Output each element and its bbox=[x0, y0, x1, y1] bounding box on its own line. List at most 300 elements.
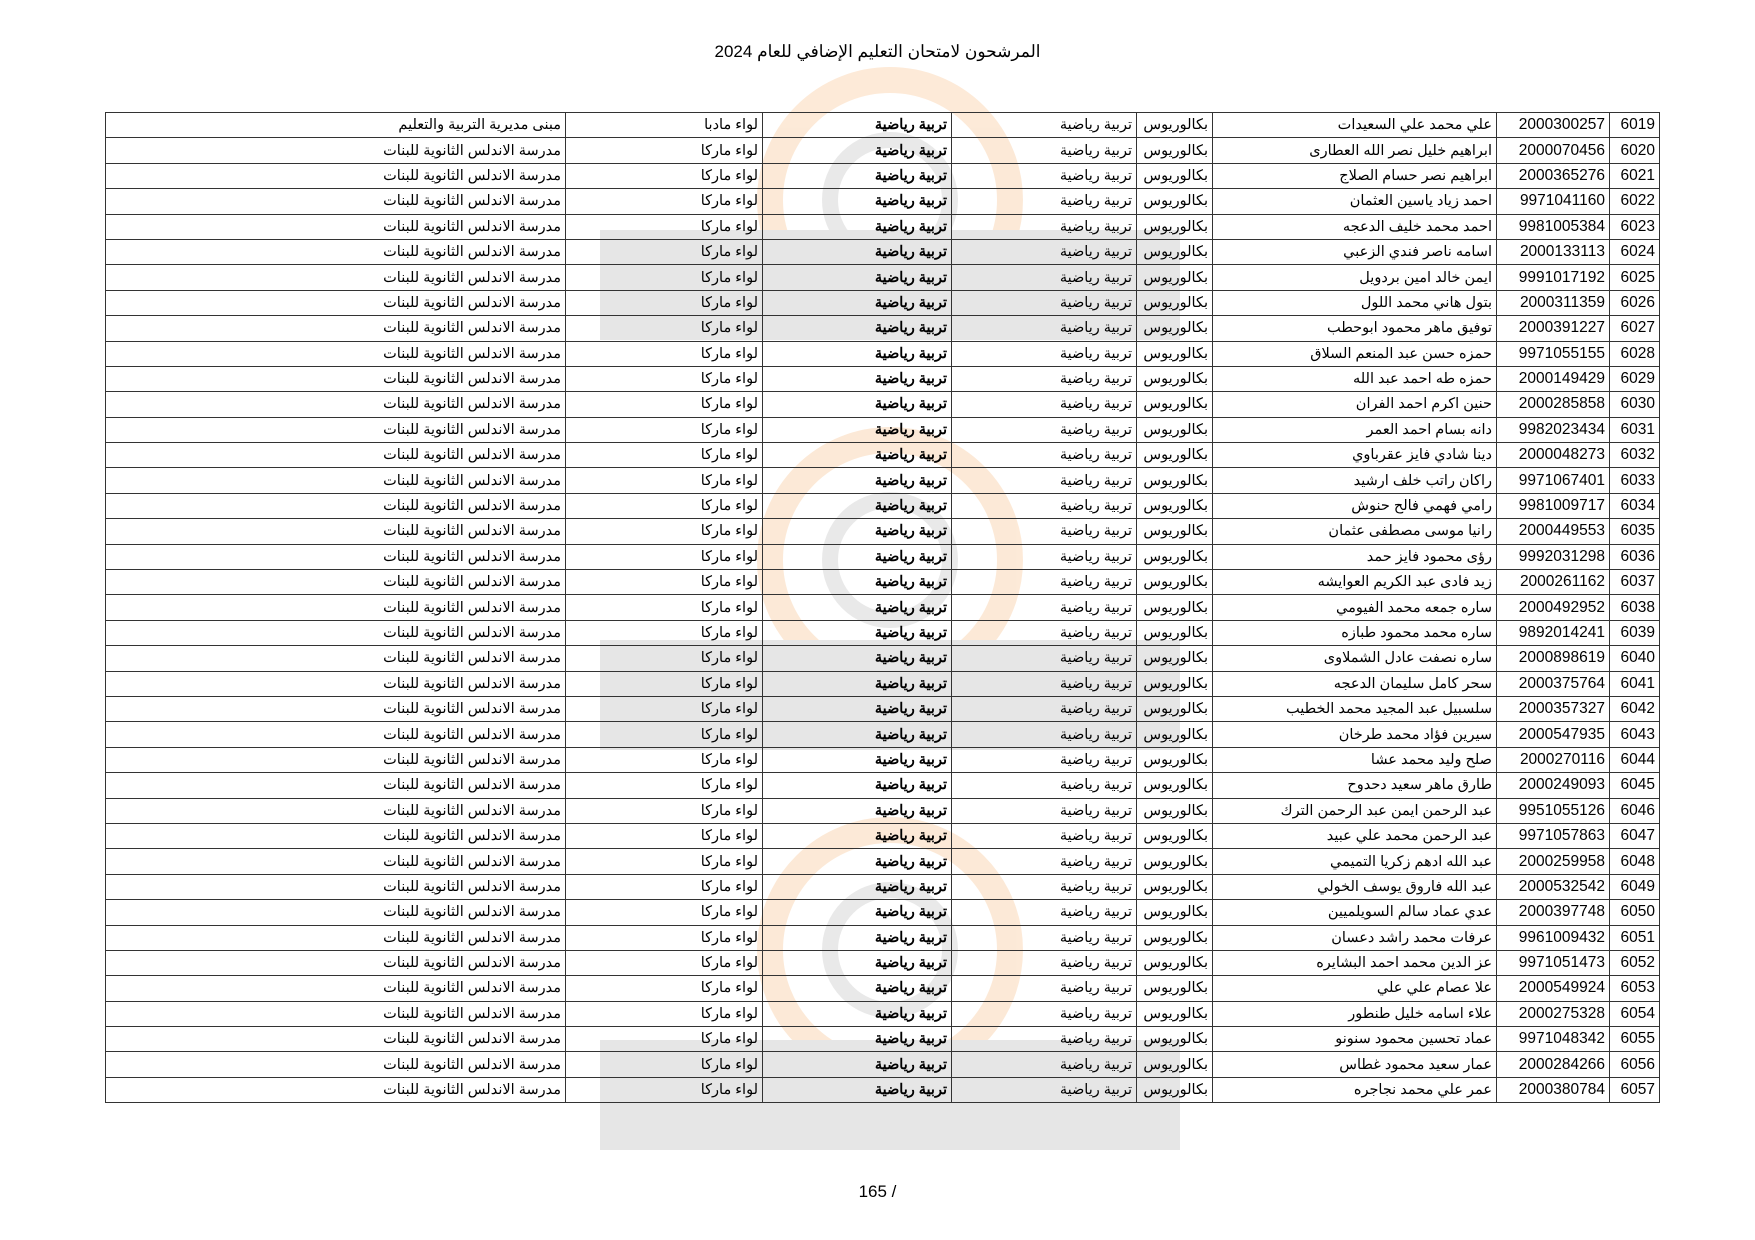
degree-cell: بكالوريوس bbox=[1137, 773, 1213, 798]
national-id-cell: 2000275328 bbox=[1497, 1001, 1610, 1026]
seq-cell: 6055 bbox=[1610, 1027, 1660, 1052]
exam-center-cell: مدرسة الاندلس الثانوية للبنات bbox=[106, 620, 566, 645]
exam-center-cell: مدرسة الاندلس الثانوية للبنات bbox=[106, 493, 566, 518]
seq-cell: 6057 bbox=[1610, 1077, 1660, 1102]
major-cell: تربية رياضية bbox=[952, 544, 1137, 569]
seq-cell: 6025 bbox=[1610, 265, 1660, 290]
national-id-cell: 2000249093 bbox=[1497, 773, 1610, 798]
seq-cell: 6046 bbox=[1610, 798, 1660, 823]
seq-cell: 6023 bbox=[1610, 214, 1660, 239]
seq-cell: 6052 bbox=[1610, 950, 1660, 975]
table-row bbox=[106, 671, 1660, 696]
specialization-cell: تربية رياضية bbox=[763, 570, 952, 595]
name-cell: علاء اسامه خليل طنطور bbox=[1213, 1001, 1497, 1026]
seq-cell: 6034 bbox=[1610, 493, 1660, 518]
specialization-cell: تربية رياضية bbox=[763, 138, 952, 163]
name-cell: احمد محمد خليف الدعجه bbox=[1213, 214, 1497, 239]
national-id-cell: 2000365276 bbox=[1497, 163, 1610, 188]
national-id-cell: 2000284266 bbox=[1497, 1052, 1610, 1077]
specialization-cell: تربية رياضية bbox=[763, 265, 952, 290]
major-cell: تربية رياضية bbox=[952, 950, 1137, 975]
degree-cell: بكالوريوس bbox=[1137, 316, 1213, 341]
name-cell: ابراهيم نصر حسام الصلاج bbox=[1213, 163, 1497, 188]
exam-center-cell: مدرسة الاندلس الثانوية للبنات bbox=[106, 163, 566, 188]
name-cell: صلح وليد محمد عشا bbox=[1213, 747, 1497, 772]
name-cell: زيد فادى عبد الكريم العوايشه bbox=[1213, 570, 1497, 595]
specialization-cell: تربية رياضية bbox=[763, 366, 952, 391]
exam-center-cell: مدرسة الاندلس الثانوية للبنات bbox=[106, 950, 566, 975]
major-cell: تربية رياضية bbox=[952, 570, 1137, 595]
national-id-cell: 9971057863 bbox=[1497, 823, 1610, 848]
district-cell: لواء ماركا bbox=[566, 1052, 763, 1077]
seq-cell: 6031 bbox=[1610, 417, 1660, 442]
exam-center-cell: مدرسة الاندلس الثانوية للبنات bbox=[106, 747, 566, 772]
seq-cell: 6043 bbox=[1610, 722, 1660, 747]
seq-cell: 6019 bbox=[1610, 113, 1660, 138]
specialization-cell: تربية رياضية bbox=[763, 316, 952, 341]
degree-cell: بكالوريوس bbox=[1137, 823, 1213, 848]
name-cell: راكان راتب خلف ارشيد bbox=[1213, 468, 1497, 493]
specialization-cell: تربية رياضية bbox=[763, 341, 952, 366]
seq-cell: 6040 bbox=[1610, 646, 1660, 671]
name-cell: ساره نصفت عادل الشملاوى bbox=[1213, 646, 1497, 671]
degree-cell: بكالوريوس bbox=[1137, 620, 1213, 645]
seq-cell: 6024 bbox=[1610, 239, 1660, 264]
major-cell: تربية رياضية bbox=[952, 874, 1137, 899]
district-cell: لواء ماركا bbox=[566, 620, 763, 645]
national-id-cell: 9981009717 bbox=[1497, 493, 1610, 518]
exam-center-cell: مدرسة الاندلس الثانوية للبنات bbox=[106, 1001, 566, 1026]
seq-cell: 6042 bbox=[1610, 696, 1660, 721]
name-cell: حمزه حسن عبد المنعم السلاق bbox=[1213, 341, 1497, 366]
district-cell: لواء ماركا bbox=[566, 900, 763, 925]
seq-cell: 6027 bbox=[1610, 316, 1660, 341]
table-row bbox=[106, 163, 1660, 188]
district-cell: لواء ماركا bbox=[566, 595, 763, 620]
table-row bbox=[106, 722, 1660, 747]
degree-cell: بكالوريوس bbox=[1137, 976, 1213, 1001]
specialization-cell: تربية رياضية bbox=[763, 189, 952, 214]
district-cell: لواء ماركا bbox=[566, 722, 763, 747]
seq-cell: 6047 bbox=[1610, 823, 1660, 848]
seq-cell: 6044 bbox=[1610, 747, 1660, 772]
major-cell: تربية رياضية bbox=[952, 696, 1137, 721]
district-cell: لواء ماركا bbox=[566, 239, 763, 264]
national-id-cell: 9971048342 bbox=[1497, 1027, 1610, 1052]
table-row bbox=[106, 392, 1660, 417]
specialization-cell: تربية رياضية bbox=[763, 874, 952, 899]
table-row bbox=[106, 900, 1660, 925]
national-id-cell: 2000492952 bbox=[1497, 595, 1610, 620]
district-cell: لواء ماركا bbox=[566, 823, 763, 848]
name-cell: حنين اكرم احمد الفران bbox=[1213, 392, 1497, 417]
specialization-cell: تربية رياضية bbox=[763, 493, 952, 518]
degree-cell: بكالوريوس bbox=[1137, 900, 1213, 925]
name-cell: عماد تحسين محمود سنونو bbox=[1213, 1027, 1497, 1052]
table-row bbox=[106, 823, 1660, 848]
name-cell: دينا شادي فايز عقرباوي bbox=[1213, 443, 1497, 468]
major-cell: تربية رياضية bbox=[952, 189, 1137, 214]
degree-cell: بكالوريوس bbox=[1137, 1027, 1213, 1052]
seq-cell: 6053 bbox=[1610, 976, 1660, 1001]
major-cell: تربية رياضية bbox=[952, 722, 1137, 747]
district-cell: لواء ماركا bbox=[566, 417, 763, 442]
table-row bbox=[106, 646, 1660, 671]
seq-cell: 6050 bbox=[1610, 900, 1660, 925]
name-cell: ابراهيم خليل نصر الله العطارى bbox=[1213, 138, 1497, 163]
major-cell: تربية رياضية bbox=[952, 1077, 1137, 1102]
seq-cell: 6041 bbox=[1610, 671, 1660, 696]
exam-center-cell: مدرسة الاندلس الثانوية للبنات bbox=[106, 519, 566, 544]
degree-cell: بكالوريوس bbox=[1137, 950, 1213, 975]
name-cell: عز الدين محمد احمد البشايره bbox=[1213, 950, 1497, 975]
major-cell: تربية رياضية bbox=[952, 316, 1137, 341]
district-cell: لواء ماركا bbox=[566, 392, 763, 417]
specialization-cell: تربية رياضية bbox=[763, 544, 952, 569]
exam-center-cell: مدرسة الاندلس الثانوية للبنات bbox=[106, 646, 566, 671]
national-id-cell: 9992031298 bbox=[1497, 544, 1610, 569]
national-id-cell: 9991017192 bbox=[1497, 265, 1610, 290]
major-cell: تربية رياضية bbox=[952, 493, 1137, 518]
major-cell: تربية رياضية bbox=[952, 239, 1137, 264]
degree-cell: بكالوريوس bbox=[1137, 341, 1213, 366]
degree-cell: بكالوريوس bbox=[1137, 722, 1213, 747]
name-cell: سيرين فؤاد محمد طرخان bbox=[1213, 722, 1497, 747]
table-row bbox=[106, 1077, 1660, 1102]
exam-center-cell: مدرسة الاندلس الثانوية للبنات bbox=[106, 1077, 566, 1102]
national-id-cell: 2000300257 bbox=[1497, 113, 1610, 138]
district-cell: لواء ماركا bbox=[566, 341, 763, 366]
specialization-cell: تربية رياضية bbox=[763, 620, 952, 645]
table-row bbox=[106, 976, 1660, 1001]
name-cell: عبد الرحمن ايمن عبد الرحمن الترك bbox=[1213, 798, 1497, 823]
table-row bbox=[106, 773, 1660, 798]
table-row bbox=[106, 1052, 1660, 1077]
degree-cell: بكالوريوس bbox=[1137, 265, 1213, 290]
table-row bbox=[106, 874, 1660, 899]
seq-cell: 6028 bbox=[1610, 341, 1660, 366]
national-id-cell: 2000380784 bbox=[1497, 1077, 1610, 1102]
specialization-cell: تربية رياضية bbox=[763, 290, 952, 315]
table-row bbox=[106, 290, 1660, 315]
exam-center-cell: مدرسة الاندلس الثانوية للبنات bbox=[106, 341, 566, 366]
specialization-cell: تربية رياضية bbox=[763, 595, 952, 620]
exam-center-cell: مدرسة الاندلس الثانوية للبنات bbox=[106, 214, 566, 239]
specialization-cell: تربية رياضية bbox=[763, 468, 952, 493]
exam-center-cell: مدرسة الاندلس الثانوية للبنات bbox=[106, 544, 566, 569]
major-cell: تربية رياضية bbox=[952, 823, 1137, 848]
exam-center-cell: مدرسة الاندلس الثانوية للبنات bbox=[106, 417, 566, 442]
national-id-cell: 2000270116 bbox=[1497, 747, 1610, 772]
exam-center-cell: مدرسة الاندلس الثانوية للبنات bbox=[106, 1052, 566, 1077]
exam-center-cell: مدرسة الاندلس الثانوية للبنات bbox=[106, 189, 566, 214]
seq-cell: 6045 bbox=[1610, 773, 1660, 798]
national-id-cell: 9971067401 bbox=[1497, 468, 1610, 493]
major-cell: تربية رياضية bbox=[952, 900, 1137, 925]
table-row bbox=[106, 519, 1660, 544]
major-cell: تربية رياضية bbox=[952, 290, 1137, 315]
district-cell: لواء ماركا bbox=[566, 493, 763, 518]
major-cell: تربية رياضية bbox=[952, 620, 1137, 645]
degree-cell: بكالوريوس bbox=[1137, 1052, 1213, 1077]
table-row bbox=[106, 925, 1660, 950]
degree-cell: بكالوريوس bbox=[1137, 113, 1213, 138]
specialization-cell: تربية رياضية bbox=[763, 519, 952, 544]
district-cell: لواء ماركا bbox=[566, 443, 763, 468]
major-cell: تربية رياضية bbox=[952, 417, 1137, 442]
district-cell: لواء ماركا bbox=[566, 519, 763, 544]
name-cell: عبد الله ادهم زكريا التميمي bbox=[1213, 849, 1497, 874]
exam-center-cell: مدرسة الاندلس الثانوية للبنات bbox=[106, 316, 566, 341]
specialization-cell: تربية رياضية bbox=[763, 773, 952, 798]
degree-cell: بكالوريوس bbox=[1137, 1077, 1213, 1102]
national-id-cell: 2000133113 bbox=[1497, 239, 1610, 264]
major-cell: تربية رياضية bbox=[952, 773, 1137, 798]
major-cell: تربية رياضية bbox=[952, 468, 1137, 493]
national-id-cell: 9961009432 bbox=[1497, 925, 1610, 950]
national-id-cell: 2000285858 bbox=[1497, 392, 1610, 417]
specialization-cell: تربية رياضية bbox=[763, 696, 952, 721]
seq-cell: 6026 bbox=[1610, 290, 1660, 315]
seq-cell: 6021 bbox=[1610, 163, 1660, 188]
district-cell: لواء ماركا bbox=[566, 366, 763, 391]
district-cell: لواء ماركا bbox=[566, 189, 763, 214]
district-cell: لواء ماركا bbox=[566, 316, 763, 341]
district-cell: لواء ماركا bbox=[566, 214, 763, 239]
major-cell: تربية رياضية bbox=[952, 747, 1137, 772]
specialization-cell: تربية رياضية bbox=[763, 925, 952, 950]
major-cell: تربية رياضية bbox=[952, 163, 1137, 188]
specialization-cell: تربية رياضية bbox=[763, 900, 952, 925]
national-id-cell: 9951055126 bbox=[1497, 798, 1610, 823]
degree-cell: بكالوريوس bbox=[1137, 189, 1213, 214]
candidates-table bbox=[105, 112, 1660, 1103]
specialization-cell: تربية رياضية bbox=[763, 1077, 952, 1102]
table-row bbox=[106, 1001, 1660, 1026]
major-cell: تربية رياضية bbox=[952, 1001, 1137, 1026]
seq-cell: 6035 bbox=[1610, 519, 1660, 544]
name-cell: عمر علي محمد نجاجره bbox=[1213, 1077, 1497, 1102]
seq-cell: 6036 bbox=[1610, 544, 1660, 569]
district-cell: لواء مادبا bbox=[566, 113, 763, 138]
specialization-cell: تربية رياضية bbox=[763, 823, 952, 848]
national-id-cell: 2000397748 bbox=[1497, 900, 1610, 925]
exam-center-cell: مدرسة الاندلس الثانوية للبنات bbox=[106, 900, 566, 925]
district-cell: لواء ماركا bbox=[566, 925, 763, 950]
exam-center-cell: مدرسة الاندلس الثانوية للبنات bbox=[106, 138, 566, 163]
national-id-cell: 2000048273 bbox=[1497, 443, 1610, 468]
district-cell: لواء ماركا bbox=[566, 849, 763, 874]
major-cell: تربية رياضية bbox=[952, 1027, 1137, 1052]
exam-center-cell: مدرسة الاندلس الثانوية للبنات bbox=[106, 595, 566, 620]
seq-cell: 6049 bbox=[1610, 874, 1660, 899]
seq-cell: 6056 bbox=[1610, 1052, 1660, 1077]
national-id-cell: 2000259958 bbox=[1497, 849, 1610, 874]
degree-cell: بكالوريوس bbox=[1137, 519, 1213, 544]
specialization-cell: تربية رياضية bbox=[763, 417, 952, 442]
national-id-cell: 2000311359 bbox=[1497, 290, 1610, 315]
degree-cell: بكالوريوس bbox=[1137, 138, 1213, 163]
name-cell: عمار سعيد محمود غطاس bbox=[1213, 1052, 1497, 1077]
specialization-cell: تربية رياضية bbox=[763, 1027, 952, 1052]
name-cell: دانه بسام احمد العمر bbox=[1213, 417, 1497, 442]
exam-center-cell: مدرسة الاندلس الثانوية للبنات bbox=[106, 671, 566, 696]
name-cell: عبد الله فاروق يوسف الخولي bbox=[1213, 874, 1497, 899]
national-id-cell: 2000149429 bbox=[1497, 366, 1610, 391]
table-row bbox=[106, 798, 1660, 823]
major-cell: تربية رياضية bbox=[952, 214, 1137, 239]
exam-center-cell: مدرسة الاندلس الثانوية للبنات bbox=[106, 798, 566, 823]
table-row bbox=[106, 570, 1660, 595]
specialization-cell: تربية رياضية bbox=[763, 950, 952, 975]
degree-cell: بكالوريوس bbox=[1137, 925, 1213, 950]
exam-center-cell: مدرسة الاندلس الثانوية للبنات bbox=[106, 265, 566, 290]
name-cell: ساره محمد محمود طبازه bbox=[1213, 620, 1497, 645]
name-cell: ساره جمعه محمد الفيومي bbox=[1213, 595, 1497, 620]
seq-cell: 6054 bbox=[1610, 1001, 1660, 1026]
page-title: المرشحون لامتحان التعليم الإضافي للعام 2024 bbox=[714, 42, 1041, 61]
national-id-cell: 2000898619 bbox=[1497, 646, 1610, 671]
degree-cell: بكالوريوس bbox=[1137, 417, 1213, 442]
district-cell: لواء ماركا bbox=[566, 950, 763, 975]
name-cell: ايمن خالد امين بردويل bbox=[1213, 265, 1497, 290]
national-id-cell: 2000070456 bbox=[1497, 138, 1610, 163]
exam-center-cell: مدرسة الاندلس الثانوية للبنات bbox=[106, 443, 566, 468]
seq-cell: 6039 bbox=[1610, 620, 1660, 645]
exam-center-cell: مدرسة الاندلس الثانوية للبنات bbox=[106, 468, 566, 493]
specialization-cell: تربية رياضية bbox=[763, 646, 952, 671]
district-cell: لواء ماركا bbox=[566, 747, 763, 772]
major-cell: تربية رياضية bbox=[952, 849, 1137, 874]
seq-cell: 6029 bbox=[1610, 366, 1660, 391]
name-cell: توفيق ماهر محمود ابوحطب bbox=[1213, 316, 1497, 341]
table-row bbox=[106, 443, 1660, 468]
national-id-cell: 9981005384 bbox=[1497, 214, 1610, 239]
table-row bbox=[106, 544, 1660, 569]
specialization-cell: تربية رياضية bbox=[763, 849, 952, 874]
national-id-cell: 2000357327 bbox=[1497, 696, 1610, 721]
table-row bbox=[106, 366, 1660, 391]
name-cell: عبد الرحمن محمد علي عبيد bbox=[1213, 823, 1497, 848]
name-cell: اسامه ناصر فندي الزعبي bbox=[1213, 239, 1497, 264]
table-row bbox=[106, 1027, 1660, 1052]
table-row bbox=[106, 138, 1660, 163]
table-row bbox=[106, 113, 1660, 138]
major-cell: تربية رياضية bbox=[952, 138, 1137, 163]
exam-center-cell: مبنى مديرية التربية والتعليم bbox=[106, 113, 566, 138]
specialization-cell: تربية رياضية bbox=[763, 163, 952, 188]
degree-cell: بكالوريوس bbox=[1137, 443, 1213, 468]
degree-cell: بكالوريوس bbox=[1137, 646, 1213, 671]
table-row bbox=[106, 493, 1660, 518]
name-cell: رانيا موسى مصطفى عثمان bbox=[1213, 519, 1497, 544]
district-cell: لواء ماركا bbox=[566, 671, 763, 696]
exam-center-cell: مدرسة الاندلس الثانوية للبنات bbox=[106, 366, 566, 391]
seq-cell: 6037 bbox=[1610, 570, 1660, 595]
name-cell: بتول هاني محمد اللول bbox=[1213, 290, 1497, 315]
national-id-cell: 2000391227 bbox=[1497, 316, 1610, 341]
specialization-cell: تربية رياضية bbox=[763, 747, 952, 772]
specialization-cell: تربية رياضية bbox=[763, 1001, 952, 1026]
major-cell: تربية رياضية bbox=[952, 443, 1137, 468]
exam-center-cell: مدرسة الاندلس الثانوية للبنات bbox=[106, 823, 566, 848]
national-id-cell: 2000261162 bbox=[1497, 570, 1610, 595]
table-row bbox=[106, 417, 1660, 442]
national-id-cell: 2000375764 bbox=[1497, 671, 1610, 696]
name-cell: سلسبيل عبد المجيد محمد الخطيب bbox=[1213, 696, 1497, 721]
degree-cell: بكالوريوس bbox=[1137, 366, 1213, 391]
name-cell: طارق ماهر سعيد دحدوح bbox=[1213, 773, 1497, 798]
district-cell: لواء ماركا bbox=[566, 976, 763, 1001]
table-row bbox=[106, 239, 1660, 264]
degree-cell: بكالوريوس bbox=[1137, 798, 1213, 823]
national-id-cell: 2000449553 bbox=[1497, 519, 1610, 544]
specialization-cell: تربية رياضية bbox=[763, 798, 952, 823]
table-row bbox=[106, 214, 1660, 239]
major-cell: تربية رياضية bbox=[952, 1052, 1137, 1077]
name-cell: رامي فهمي فالح حنوش bbox=[1213, 493, 1497, 518]
seq-cell: 6048 bbox=[1610, 849, 1660, 874]
national-id-cell: 2000547935 bbox=[1497, 722, 1610, 747]
degree-cell: بكالوريوس bbox=[1137, 493, 1213, 518]
name-cell: علا عصام علي علي bbox=[1213, 976, 1497, 1001]
specialization-cell: تربية رياضية bbox=[763, 239, 952, 264]
degree-cell: بكالوريوس bbox=[1137, 290, 1213, 315]
degree-cell: بكالوريوس bbox=[1137, 239, 1213, 264]
degree-cell: بكالوريوس bbox=[1137, 1001, 1213, 1026]
specialization-cell: تربية رياضية bbox=[763, 722, 952, 747]
major-cell: تربية رياضية bbox=[952, 646, 1137, 671]
exam-center-cell: مدرسة الاندلس الثانوية للبنات bbox=[106, 290, 566, 315]
seq-cell: 6051 bbox=[1610, 925, 1660, 950]
national-id-cell: 9971055155 bbox=[1497, 341, 1610, 366]
seq-cell: 6033 bbox=[1610, 468, 1660, 493]
degree-cell: بكالوريوس bbox=[1137, 747, 1213, 772]
exam-center-cell: مدرسة الاندلس الثانوية للبنات bbox=[106, 696, 566, 721]
exam-center-cell: مدرسة الاندلس الثانوية للبنات bbox=[106, 976, 566, 1001]
name-cell: رؤى محمود فايز حمد bbox=[1213, 544, 1497, 569]
table-row bbox=[106, 189, 1660, 214]
table-row bbox=[106, 316, 1660, 341]
district-cell: لواء ماركا bbox=[566, 1027, 763, 1052]
seq-cell: 6032 bbox=[1610, 443, 1660, 468]
table-row bbox=[106, 950, 1660, 975]
major-cell: تربية رياضية bbox=[952, 265, 1137, 290]
degree-cell: بكالوريوس bbox=[1137, 544, 1213, 569]
table-row bbox=[106, 620, 1660, 645]
district-cell: لواء ماركا bbox=[566, 468, 763, 493]
page-number: 165 / bbox=[858, 1182, 897, 1201]
exam-center-cell: مدرسة الاندلس الثانوية للبنات bbox=[106, 392, 566, 417]
major-cell: تربية رياضية bbox=[952, 392, 1137, 417]
exam-center-cell: مدرسة الاندلس الثانوية للبنات bbox=[106, 773, 566, 798]
degree-cell: بكالوريوس bbox=[1137, 468, 1213, 493]
district-cell: لواء ماركا bbox=[566, 138, 763, 163]
name-cell: عدي عماد سالم السويلميين bbox=[1213, 900, 1497, 925]
seq-cell: 6038 bbox=[1610, 595, 1660, 620]
district-cell: لواء ماركا bbox=[566, 290, 763, 315]
specialization-cell: تربية رياضية bbox=[763, 443, 952, 468]
major-cell: تربية رياضية bbox=[952, 341, 1137, 366]
district-cell: لواء ماركا bbox=[566, 544, 763, 569]
national-id-cell: 2000532542 bbox=[1497, 874, 1610, 899]
major-cell: تربية رياضية bbox=[952, 366, 1137, 391]
degree-cell: بكالوريوس bbox=[1137, 392, 1213, 417]
district-cell: لواء ماركا bbox=[566, 646, 763, 671]
degree-cell: بكالوريوس bbox=[1137, 849, 1213, 874]
district-cell: لواء ماركا bbox=[566, 773, 763, 798]
table-row bbox=[106, 265, 1660, 290]
